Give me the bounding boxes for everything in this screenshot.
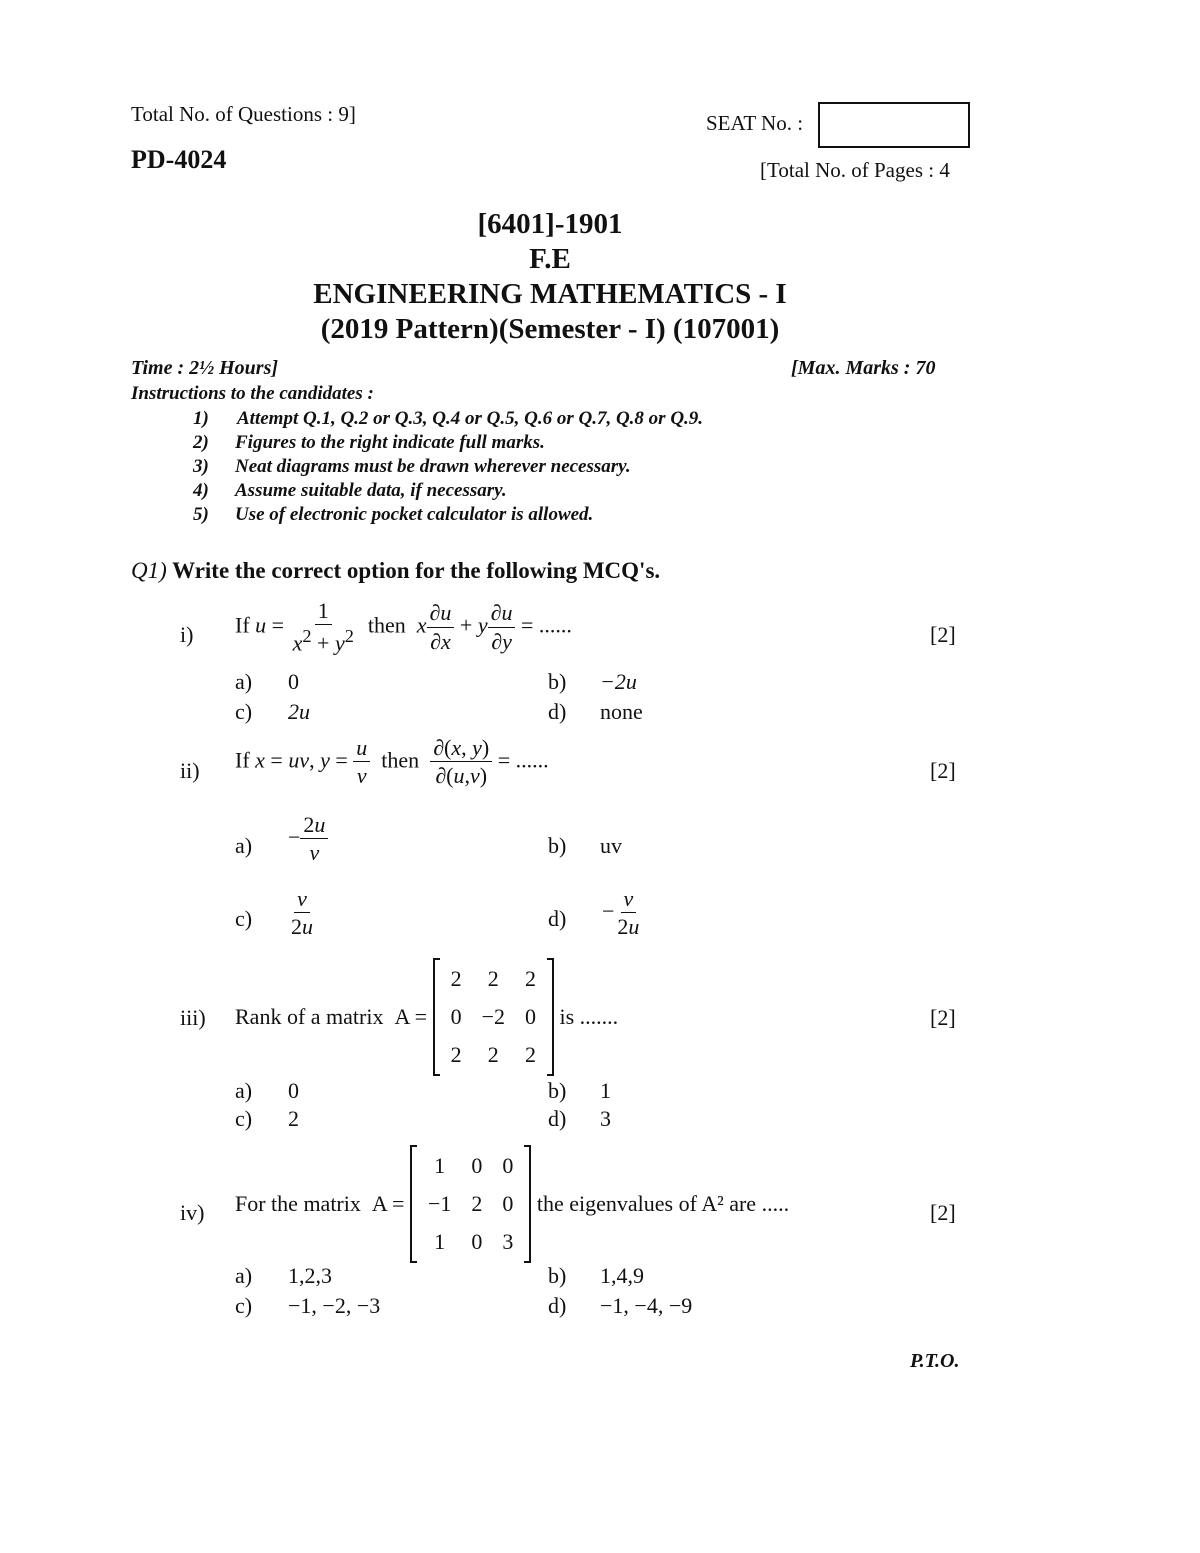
option-b: −2u <box>600 669 637 694</box>
option-label: b) <box>548 669 567 694</box>
option-a: 1,2,3 <box>288 1263 332 1288</box>
option-label: a) <box>235 1078 253 1103</box>
q1-label: Q1) <box>131 558 167 583</box>
option-label: b) <box>548 1078 567 1103</box>
option-d: 3 <box>600 1106 611 1131</box>
question-marks: [2] <box>930 1005 956 1030</box>
matrix: 2 2 2 0 −2 0 2 2 2 <box>433 958 554 1076</box>
option-b: 1,4,9 <box>600 1263 644 1288</box>
question-num: i) <box>180 622 194 647</box>
pto: P.T.O. <box>910 1350 960 1372</box>
question-marks: [2] <box>930 622 956 647</box>
subject: ENGINEERING MATHEMATICS - I <box>313 278 787 310</box>
option-label: d) <box>548 1293 567 1318</box>
matrix: 1 0 0 −1 2 0 1 0 3 <box>410 1145 531 1263</box>
question-iii-content: Rank of a matrix A = 2 2 2 0 −2 0 2 2 2 is ....... <box>235 958 618 1076</box>
instruction-text: Attempt Q.1, Q.2 or Q.3, Q.4 or Q.5, Q.6 or Q.7, Q.8 or Q.9. <box>237 408 704 429</box>
q1-text: Write the correct option for the following MCQ's. <box>172 558 661 583</box>
question-iv-content: For the matrix A = 1 0 0 −1 2 0 1 0 3 the eigenvalues of A² are ..... <box>235 1145 789 1263</box>
course: F.E <box>529 243 571 275</box>
option-c: 2 <box>288 1106 299 1131</box>
option-label: b) <box>548 833 567 858</box>
instruction-text: Figures to the right indicate full marks. <box>235 432 545 453</box>
option-label: c) <box>235 699 253 724</box>
instruction-num: 2) <box>193 432 209 453</box>
option-b: 1 <box>600 1078 611 1103</box>
seat-number-box[interactable] <box>818 102 970 148</box>
instructions-heading: Instructions to the candidates : <box>131 383 374 404</box>
option-c-fraction: $\frac{v}{2u}$ <box>291 886 313 940</box>
option-label: c) <box>235 1293 253 1318</box>
exam-code: [6401]-1901 <box>477 208 623 240</box>
total-pages: [Total No. of Pages : 4 <box>760 158 950 182</box>
time: Time : 2½ Hours] <box>131 357 279 379</box>
question-num: ii) <box>180 758 200 783</box>
option-label: c) <box>235 906 253 931</box>
option-label: a) <box>235 669 253 694</box>
question-text: Rank of a matrix <box>235 1004 384 1029</box>
question-num: iii) <box>180 1005 206 1030</box>
option-label: c) <box>235 1106 253 1131</box>
option-label: d) <box>548 699 567 724</box>
question-suffix: is ....... <box>559 1004 619 1029</box>
option-d-fraction: − $\frac{v}{2u}$ <box>602 886 640 940</box>
q1-heading <box>131 558 660 584</box>
question-marks: [2] <box>930 758 956 783</box>
instruction-num: 4) <box>193 480 209 501</box>
total-questions: Total No. of Questions : 9] <box>131 102 356 126</box>
option-label: b) <box>548 1263 567 1288</box>
question-suffix: the eigenvalues of A² are ..... <box>536 1191 790 1216</box>
instruction-text: Assume suitable data, if necessary. <box>235 480 507 501</box>
question-ii-formula: If x = uv, y = $\frac{u}{v}$ then $\frac{\partial(x, y)}{\partial(u,v)}$ = ...... <box>235 735 549 789</box>
instruction-num: 1) <box>193 408 209 429</box>
option-d: −1, −4, −9 <box>600 1293 693 1318</box>
option-a: 0 <box>288 1078 299 1103</box>
option-label: a) <box>235 833 253 858</box>
option-label: d) <box>548 906 567 931</box>
instruction-text: Neat diagrams must be drawn wherever necessary. <box>235 456 631 477</box>
option-b: uv <box>600 833 622 858</box>
question-num: iv) <box>180 1200 205 1225</box>
option-a: 0 <box>288 669 299 694</box>
option-label: a) <box>235 1263 253 1288</box>
option-c: 2u <box>288 699 310 724</box>
instruction-text: Use of electronic pocket calculator is allowed. <box>235 504 594 525</box>
question-text: For the matrix <box>235 1191 361 1216</box>
instruction-num: 3) <box>193 456 209 477</box>
option-d: none <box>600 699 643 724</box>
option-label: d) <box>548 1106 567 1131</box>
option-c: −1, −2, −3 <box>288 1293 381 1318</box>
pattern: (2019 Pattern)(Semester - I) (107001) <box>320 313 780 345</box>
max-marks: [Max. Marks : 70 <box>791 357 936 379</box>
option-a-fraction: − $\frac{2u}{v}$ <box>288 812 328 867</box>
question-marks: [2] <box>930 1200 956 1225</box>
seat-label: SEAT No. : <box>706 111 804 135</box>
instruction-num: 5) <box>193 504 209 525</box>
question-i-formula: If u = $\frac{1}{x^2 + y^2}$ then x $\frac{\partial u}{\partial x}$ + y $\frac{\partial u}{\partial y}$ = ...... <box>235 598 572 656</box>
paper-code: PD-4024 <box>131 145 227 174</box>
